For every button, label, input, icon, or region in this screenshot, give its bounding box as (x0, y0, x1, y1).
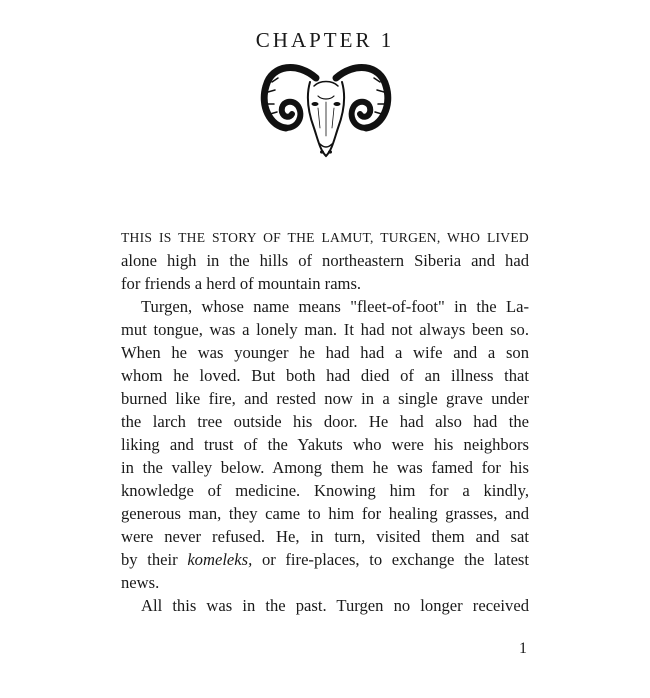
text-line: news. (121, 573, 160, 592)
text-line: When he was younger he had had a wife and a son (121, 343, 529, 362)
italic-term: komeleks, (187, 550, 253, 569)
page-number: 1 (519, 640, 527, 657)
text-line: mut tongue, was a lonely man. It had not always been so. (121, 320, 529, 339)
text-line: All this was in the past. Turgen no longer received (141, 596, 529, 615)
body-text (121, 226, 529, 617)
text-line: generous man, they came to him for healing grasses, and (121, 504, 529, 523)
text-line: THIS IS THE STORY OF THE LAMUT, TURGEN, WHO LIVED (121, 230, 529, 245)
ram-head-icon (258, 56, 394, 164)
chapter-title: CHAPTER 1 (255, 28, 395, 52)
text-line: whom he loved. But both had died of an illness that (121, 366, 529, 385)
text-line: liking and trust of the Yakuts who were his neighbors (121, 435, 529, 454)
text-line: in the valley below. Among them he was famed for his (121, 458, 529, 477)
text-line (121, 548, 529, 571)
text-line: were never refused. He, in turn, visited them and sat (121, 527, 529, 546)
text-line: for friends a herd of mountain rams. (121, 274, 362, 293)
text-line: the larch tree outside his door. He had also had the (121, 412, 529, 431)
text-line: knowledge of medicine. Knowing him for a kindly, (121, 481, 529, 500)
text-line: burned like fire, and rested now in a single grave under (121, 389, 529, 408)
text-line: alone high in the hills of northeastern Siberia and had (121, 251, 529, 270)
text-segment: by their (121, 550, 178, 569)
text-line: Turgen, whose name means "fleet-of-foot" in the La- (141, 297, 529, 316)
text-segment: or fire-places, to exchange the latest (261, 550, 529, 569)
